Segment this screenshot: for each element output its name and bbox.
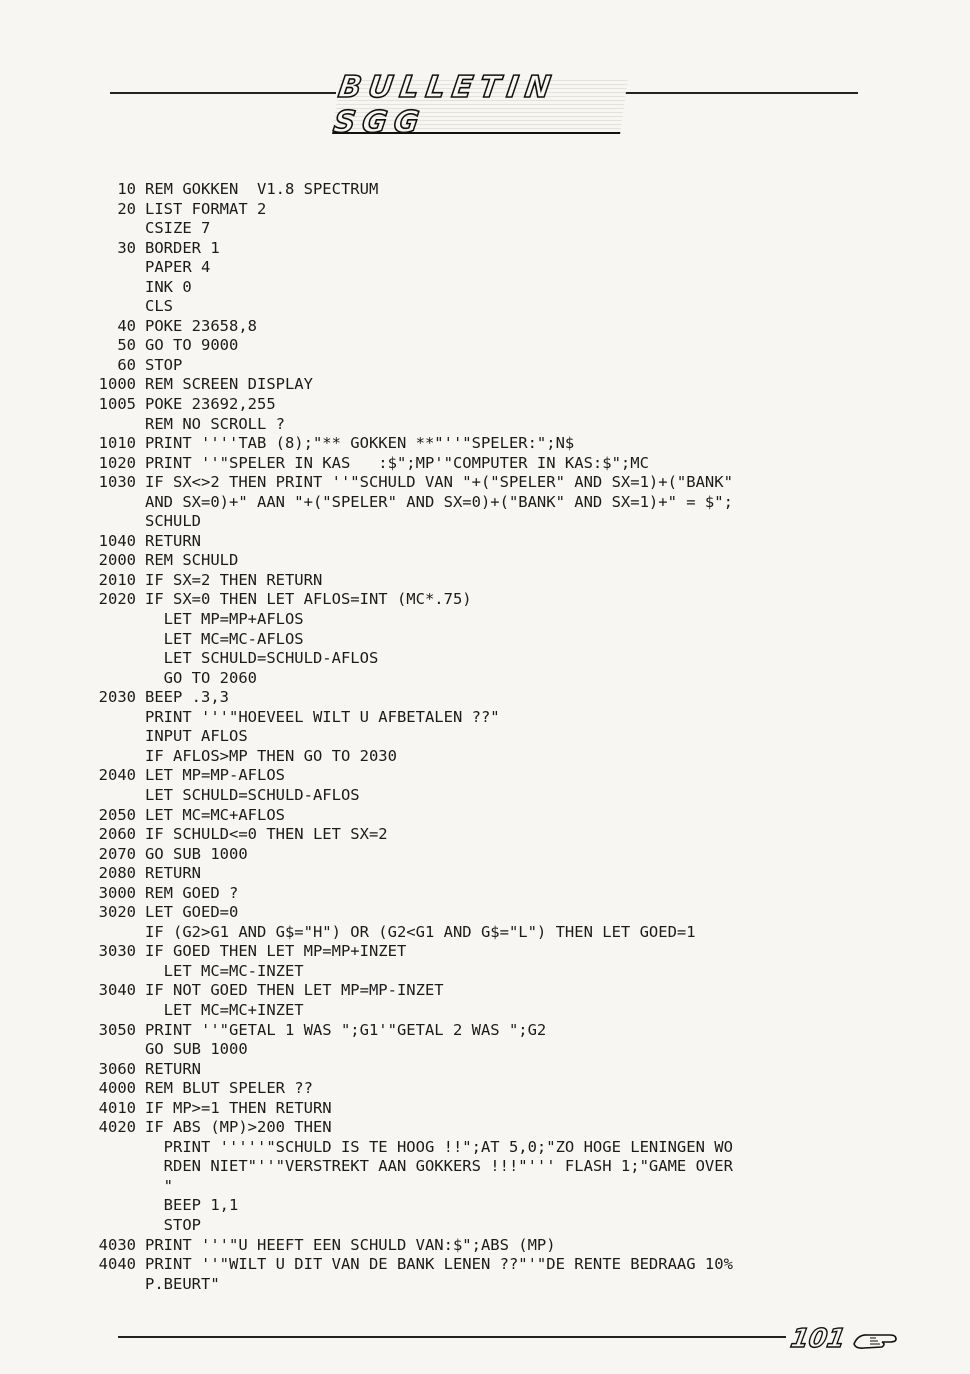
- code-text: INPUT AFLOS: [145, 727, 248, 746]
- listing-line: [84, 1196, 884, 1216]
- line-number: 1020: [98, 453, 136, 472]
- code-text: LET MC=MC-AFLOS: [145, 629, 304, 648]
- line-number: [84, 649, 136, 669]
- code-text: LIST FORMAT 2: [145, 199, 267, 218]
- listing-line: [84, 825, 884, 845]
- listing-line: [84, 551, 884, 571]
- listing-line: [84, 434, 884, 454]
- listing-line: [84, 864, 884, 884]
- code-text: REM GOED ?: [145, 883, 239, 902]
- listing-line: [84, 493, 884, 513]
- code-text: POKE 23658,8: [145, 316, 257, 335]
- listing-line: [84, 1001, 884, 1021]
- line-number: [84, 1196, 136, 1216]
- code-text: RETURN: [145, 1059, 201, 1078]
- listing-line: [84, 454, 884, 474]
- code-text: REM GOKKEN V1.8 SPECTRUM: [145, 180, 379, 198]
- line-number: [84, 1216, 136, 1236]
- listing-line: [84, 356, 884, 376]
- code-text: IF GOED THEN LET MP=MP+INZET: [145, 942, 407, 961]
- line-number: [84, 630, 136, 650]
- listing-line: [84, 786, 884, 806]
- line-number: [84, 1001, 136, 1021]
- code-text: RDEN NIET"''"VERSTREKT AAN GOKKERS !!!"''' FLASH 1;"GAME OVER: [145, 1157, 733, 1176]
- listing-line: [84, 532, 884, 552]
- footer-rule: [118, 1336, 786, 1338]
- code-text: GO TO 2060: [145, 668, 257, 687]
- line-number: [84, 1138, 136, 1158]
- code-text: IF SCHULD<=0 THEN LET SX=2: [145, 825, 388, 844]
- listing-line: [84, 1118, 884, 1138]
- line-number: 2070: [98, 844, 136, 863]
- code-text: IF SX=2 THEN RETURN: [145, 570, 323, 589]
- listing-line: [84, 1275, 884, 1295]
- code-text: BEEP 1,1: [145, 1196, 239, 1215]
- listing-line: [84, 1040, 884, 1060]
- code-text: PRINT ''"GETAL 1 WAS ";G1'"GETAL 2 WAS ";G2: [145, 1020, 547, 1039]
- listing-line: [84, 512, 884, 532]
- line-number: [84, 1275, 136, 1295]
- code-text: LET MP=MP-AFLOS: [145, 766, 285, 785]
- code-text: GO SUB 1000: [145, 844, 248, 863]
- listing-line: [84, 219, 884, 239]
- listing-line: [84, 258, 884, 278]
- code-text: P.BEURT": [145, 1274, 220, 1293]
- listing-line: [84, 1177, 884, 1197]
- line-number: 2010: [98, 570, 136, 589]
- code-text: PRINT '''"U HEEFT EEN SCHULD VAN:$";ABS (MP): [145, 1235, 556, 1254]
- line-number: [84, 786, 136, 806]
- listing-line: [84, 688, 884, 708]
- line-number: [84, 962, 136, 982]
- code-text: AND SX=0)+" AAN "+("SPELER" AND SX=0)+("BANK" AND SX=1)+" = $";: [145, 492, 733, 511]
- listing-line: [84, 1236, 884, 1256]
- code-text: CLS: [145, 297, 173, 316]
- line-number: 4010: [98, 1098, 136, 1117]
- listing-line: [84, 1255, 884, 1275]
- listing-line: [84, 747, 884, 767]
- line-number: 3060: [98, 1059, 136, 1078]
- code-text: LET SCHULD=SCHULD-AFLOS: [145, 649, 379, 668]
- line-number: 2030: [98, 688, 136, 707]
- line-number: 4040: [98, 1255, 136, 1274]
- line-number: 4020: [98, 1118, 136, 1137]
- code-text: ": [145, 1176, 173, 1195]
- line-number: 3040: [98, 981, 136, 1000]
- header-rule-left: [110, 92, 336, 94]
- listing-line: [84, 962, 884, 982]
- listing-line: [84, 415, 884, 435]
- listing-line: [84, 903, 884, 923]
- line-number: 10: [117, 180, 136, 198]
- code-text: STOP: [145, 355, 183, 374]
- code-text: LET GOED=0: [145, 903, 239, 922]
- line-number: 1030: [98, 473, 136, 492]
- listing-line: [84, 180, 884, 200]
- listing-line: [84, 727, 884, 747]
- listing-line: [84, 571, 884, 591]
- listing-line: [84, 630, 884, 650]
- listing-line: [84, 336, 884, 356]
- listing-line: [84, 317, 884, 337]
- listing-line: [84, 473, 884, 493]
- line-number: 2050: [98, 805, 136, 824]
- listing-line: [84, 1216, 884, 1236]
- code-text: REM NO SCROLL ?: [145, 414, 285, 433]
- code-text: PRINT '''"HOEVEEL WILT U AFBETALEN ??": [145, 707, 500, 726]
- code-text: IF (G2>G1 AND G$="H") OR (G2<G1 AND G$="L") THEN LET GOED=1: [145, 922, 696, 941]
- listing-line: [84, 884, 884, 904]
- code-text: PRINT ''"WILT U DIT VAN DE BANK LENEN ??"'"DE RENTE BEDRAAG 10%: [145, 1255, 733, 1274]
- line-number: 2000: [98, 551, 136, 570]
- line-number: 2080: [98, 864, 136, 883]
- line-number: 1005: [98, 395, 136, 414]
- listing-line: [84, 1079, 884, 1099]
- line-number: [84, 493, 136, 513]
- code-text: GO TO 9000: [145, 336, 239, 355]
- code-text: REM SCHULD: [145, 551, 239, 570]
- header-rule-right: [624, 92, 858, 94]
- page-number: 101: [788, 1324, 848, 1354]
- code-text: RETURN: [145, 864, 201, 883]
- code-text: REM BLUT SPELER ??: [145, 1079, 313, 1098]
- code-text: PAPER 4: [145, 258, 211, 277]
- line-number: 50: [117, 336, 136, 355]
- code-text: RETURN: [145, 531, 201, 550]
- code-text: IF NOT GOED THEN LET MP=MP-INZET: [145, 981, 444, 1000]
- line-number: [84, 610, 136, 630]
- listing-line: [84, 942, 884, 962]
- line-number: 2040: [98, 766, 136, 785]
- line-number: 1010: [98, 434, 136, 453]
- listing-line: [84, 1099, 884, 1119]
- listing-line: [84, 278, 884, 298]
- line-number: [84, 708, 136, 728]
- listing-line: [84, 1157, 884, 1177]
- listing-line: [84, 590, 884, 610]
- line-number: [84, 1040, 136, 1060]
- line-number: [84, 1157, 136, 1177]
- code-text: IF AFLOS>MP THEN GO TO 2030: [145, 746, 397, 765]
- code-text: LET MC=MC+INZET: [145, 1000, 304, 1019]
- listing-line: [84, 766, 884, 786]
- line-number: 4000: [98, 1079, 136, 1098]
- line-number: [84, 669, 136, 689]
- code-text: BEEP .3,3: [145, 688, 229, 707]
- code-text: REM SCREEN DISPLAY: [145, 375, 313, 394]
- code-text: SCHULD: [145, 512, 201, 531]
- line-number: 20: [117, 199, 136, 218]
- line-number: 1040: [98, 531, 136, 550]
- line-number: 60: [117, 355, 136, 374]
- listing-line: [84, 1060, 884, 1080]
- code-text: IF ABS (MP)>200 THEN: [145, 1118, 332, 1137]
- listing-line: [84, 1021, 884, 1041]
- listing-line: [84, 649, 884, 669]
- listing-line: [84, 239, 884, 259]
- code-text: POKE 23692,255: [145, 395, 276, 414]
- line-number: [84, 512, 136, 532]
- listing-line: [84, 669, 884, 689]
- code-text: LET SCHULD=SCHULD-AFLOS: [145, 785, 360, 804]
- code-text: STOP: [145, 1215, 201, 1234]
- code-text: INK 0: [145, 277, 192, 296]
- code-text: LET MC=MC-INZET: [145, 961, 304, 980]
- line-number: 2020: [98, 590, 136, 609]
- line-number: [84, 1177, 136, 1197]
- listing-line: [84, 395, 884, 415]
- listing-line: [84, 981, 884, 1001]
- listing-line: [84, 297, 884, 317]
- listing-line: [84, 923, 884, 943]
- line-number: [84, 923, 136, 943]
- listing-line: [84, 375, 884, 395]
- code-text: BORDER 1: [145, 238, 220, 257]
- line-number: 30: [117, 238, 136, 257]
- line-number: 3020: [98, 903, 136, 922]
- listing-line: [84, 845, 884, 865]
- listing-line: [84, 200, 884, 220]
- line-number: 1000: [98, 375, 136, 394]
- line-number: [84, 258, 136, 278]
- line-number: [84, 219, 136, 239]
- code-text: LET MC=MC+AFLOS: [145, 805, 285, 824]
- line-number: [84, 278, 136, 298]
- line-number: [84, 415, 136, 435]
- line-number: 3000: [98, 883, 136, 902]
- line-number: 4030: [98, 1235, 136, 1254]
- code-text: CSIZE 7: [145, 219, 211, 238]
- line-number: 3050: [98, 1020, 136, 1039]
- listing-line: [84, 1138, 884, 1158]
- line-number: 3030: [98, 942, 136, 961]
- code-text: PRINT ''''TAB (8);"** GOKKEN **"''"SPELER:";N$: [145, 434, 575, 453]
- basic-program-listing: [84, 180, 884, 1294]
- line-number: 2060: [98, 825, 136, 844]
- code-text: IF MP>=1 THEN RETURN: [145, 1098, 332, 1117]
- code-text: GO SUB 1000: [145, 1040, 248, 1059]
- pointing-hand-icon: [852, 1326, 900, 1352]
- code-text: PRINT '''''"SCHULD IS TE HOOG !!";AT 5,0;"ZO HOGE LENINGEN WO: [145, 1137, 733, 1156]
- listing-line: [84, 708, 884, 728]
- listing-line: [84, 806, 884, 826]
- line-number: 40: [117, 316, 136, 335]
- code-text: LET MP=MP+AFLOS: [145, 610, 304, 629]
- listing-line: [84, 610, 884, 630]
- code-text: PRINT ''"SPELER IN KAS :$";MP'"COMPUTER IN KAS:$";MC: [145, 453, 649, 472]
- line-number: [84, 297, 136, 317]
- bulletin-title: BULLETIN SGG: [332, 78, 628, 134]
- line-number: [84, 727, 136, 747]
- code-text: IF SX=0 THEN LET AFLOS=INT (MC*.75): [145, 590, 472, 609]
- line-number: [84, 747, 136, 767]
- code-text: IF SX<>2 THEN PRINT ''"SCHULD VAN "+("SPELER" AND SX=1)+("BANK": [145, 473, 733, 492]
